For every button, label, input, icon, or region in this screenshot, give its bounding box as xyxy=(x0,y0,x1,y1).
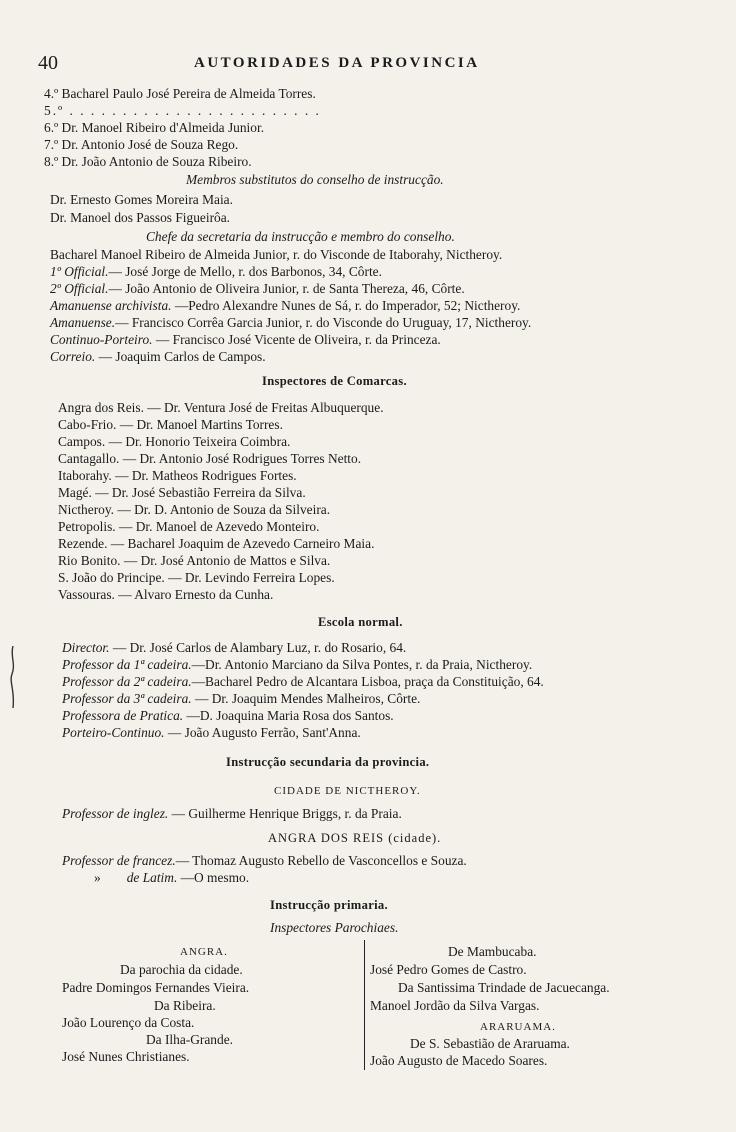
left-column-item: João Lourenço da Costa. xyxy=(62,1015,195,1030)
latin-teacher: » de Latim. —O mesmo. xyxy=(94,870,250,885)
normal-school-entry: Professor da 1ª cadeira.—Dr. Antonio Marciano da Silva Pontes, r. da Praia, Nictheroy. xyxy=(62,657,533,672)
right-column-item: De S. Sebastião de Araruama. xyxy=(410,1036,570,1051)
city-nictheroy-label: CIDADE DE NICTHEROY. xyxy=(274,785,421,797)
page-header-title: AUTORIDADES DA PROVINCIA xyxy=(194,55,480,71)
english-teacher: Professor de inglez. — Guilherme Henrique Briggs, r. da Praia. xyxy=(62,806,402,821)
inspector-entry: Itaborahy. — Dr. Matheos Rodrigues Fortes. xyxy=(58,468,297,483)
normal-school-entry: Professor da 3ª cadeira. — Dr. Joaquim Mendes Malheiros, Côrte. xyxy=(62,691,421,706)
secretary-entry: 2º Official.— João Antonio de Oliveira Junior, r. de Santa Thereza, 46, Côrte. xyxy=(50,281,465,296)
inspector-entry: Cabo-Frio. — Dr. Manoel Martins Torres. xyxy=(58,417,283,432)
page-number: 40 xyxy=(38,52,58,74)
right-column-item: José Pedro Gomes de Castro. xyxy=(370,962,527,977)
left-column-item: José Nunes Christianes. xyxy=(62,1049,190,1064)
margin-ink-mark xyxy=(8,646,18,708)
inspector-entry: Campos. — Dr. Honorio Teixeira Coimbra. xyxy=(58,434,291,449)
secretary-entry: Amanuense.— Francisco Corrêa Garcia Junior, r. do Visconde do Uruguay, 17, Nictheroy. xyxy=(50,315,532,330)
angra-city-label: ANGRA DOS REIS (cidade). xyxy=(268,831,442,845)
secretary-entry: Correio. — Joaquim Carlos de Campos. xyxy=(50,349,266,364)
left-column-item: Da Ilha-Grande. xyxy=(146,1032,233,1047)
normal-school-entry: Professor da 2ª cadeira.—Bacharel Pedro de Alcantara Lisboa, praça da Constituição, 64. xyxy=(62,674,544,689)
normal-school-heading: Escola normal. xyxy=(318,615,403,629)
inspector-entry: Cantagallo. — Dr. Antonio José Rodrigues Torres Netto. xyxy=(58,451,362,466)
normal-school-entry: Professora de Pratica. —D. Joaquina Maria Rosa dos Santos. xyxy=(62,708,394,723)
council-member: 7.º Dr. Antonio José de Souza Rego. xyxy=(44,137,239,152)
primary-heading: Instrucção primaria. xyxy=(270,898,388,912)
substitute-member: Dr. Ernesto Gomes Moreira Maia. xyxy=(50,192,233,207)
left-column-place: ANGRA. xyxy=(180,946,228,958)
council-member: 8.º Dr. João Antonio de Souza Ribeiro. xyxy=(44,154,252,169)
secretary-entry: Continuo-Porteiro. — Francisco José Vicente de Oliveira, r. da Princeza. xyxy=(50,332,441,347)
right-column-item: João Augusto de Macedo Soares. xyxy=(370,1053,548,1068)
inspector-entry: Rio Bonito. — Dr. José Antonio de Mattos e Silva. xyxy=(58,553,331,568)
secretary-entry: Amanuense archivista. —Pedro Alexandre Nunes de Sá, r. do Imperador, 52; Nictheroy. xyxy=(50,298,521,313)
secretary-heading: Chefe da secretaria da instrucção e membro do conselho. xyxy=(146,229,455,244)
left-column-item: Padre Domingos Fernandes Vieira. xyxy=(62,980,250,995)
council-member: 6.º Dr. Manoel Ribeiro d'Almeida Junior. xyxy=(44,120,265,135)
secondary-heading: Instrucção secundaria da provincia. xyxy=(226,755,430,769)
left-column-item: Da parochia da cidade. xyxy=(120,962,243,977)
inspector-entry: Magé. — Dr. José Sebastião Ferreira da Silva. xyxy=(58,485,306,500)
inspectors-heading: Inspectores de Comarcas. xyxy=(262,374,407,388)
inspector-entry: Petropolis. — Dr. Manoel de Azevedo Monteiro. xyxy=(58,519,320,534)
normal-school-entry: Director. — Dr. José Carlos de Alambary Luz, r. do Rosario, 64. xyxy=(62,640,407,655)
inspector-entry: Angra dos Reis. — Dr. Ventura José de Freitas Albuquerque. xyxy=(58,400,384,415)
french-teacher: Professor de francez.— Thomaz Augusto Rebello de Vasconcellos e Souza. xyxy=(62,853,467,868)
secretary-entry: Bacharel Manoel Ribeiro de Almeida Junior, r. do Visconde de Itaborahy, Nictheroy. xyxy=(50,247,503,262)
secretary-entry: 1º Official.— José Jorge de Mello, r. dos Barbonos, 34, Côrte. xyxy=(50,264,382,279)
right-column-item: Manoel Jordão da Silva Vargas. xyxy=(370,998,540,1013)
column-divider xyxy=(364,940,365,1070)
right-column-place: ARARUAMA. xyxy=(480,1021,556,1033)
council-member: 5.º . . . . . . . . . . . . . . . . . . . . . . . . xyxy=(44,103,321,118)
right-column-item: De Mambucaba. xyxy=(448,944,537,959)
inspector-entry: Nictheroy. — Dr. D. Antonio de Souza da Silveira. xyxy=(58,502,331,517)
council-member: 4.º Bacharel Paulo José Pereira de Almeida Torres. xyxy=(44,86,316,101)
substitute-member: Dr. Manoel dos Passos Figueirôa. xyxy=(50,210,231,225)
inspector-entry: Rezende. — Bacharel Joaquim de Azevedo Carneiro Maia. xyxy=(58,536,375,551)
inspector-entry: S. João do Principe. — Dr. Levindo Ferreira Lopes. xyxy=(58,570,335,585)
right-column-item: Da Santissima Trindade de Jacuecanga. xyxy=(398,980,610,995)
normal-school-entry: Porteiro-Continuo. — João Augusto Ferrão, Sant'Anna. xyxy=(62,725,361,740)
left-column-item: Da Ribeira. xyxy=(154,998,216,1013)
parish-inspectors-heading: Inspectores Parochiaes. xyxy=(270,920,399,935)
substitutes-heading: Membros substitutos do conselho de instrucção. xyxy=(186,172,444,187)
inspector-entry: Vassouras. — Alvaro Ernesto da Cunha. xyxy=(58,587,274,602)
